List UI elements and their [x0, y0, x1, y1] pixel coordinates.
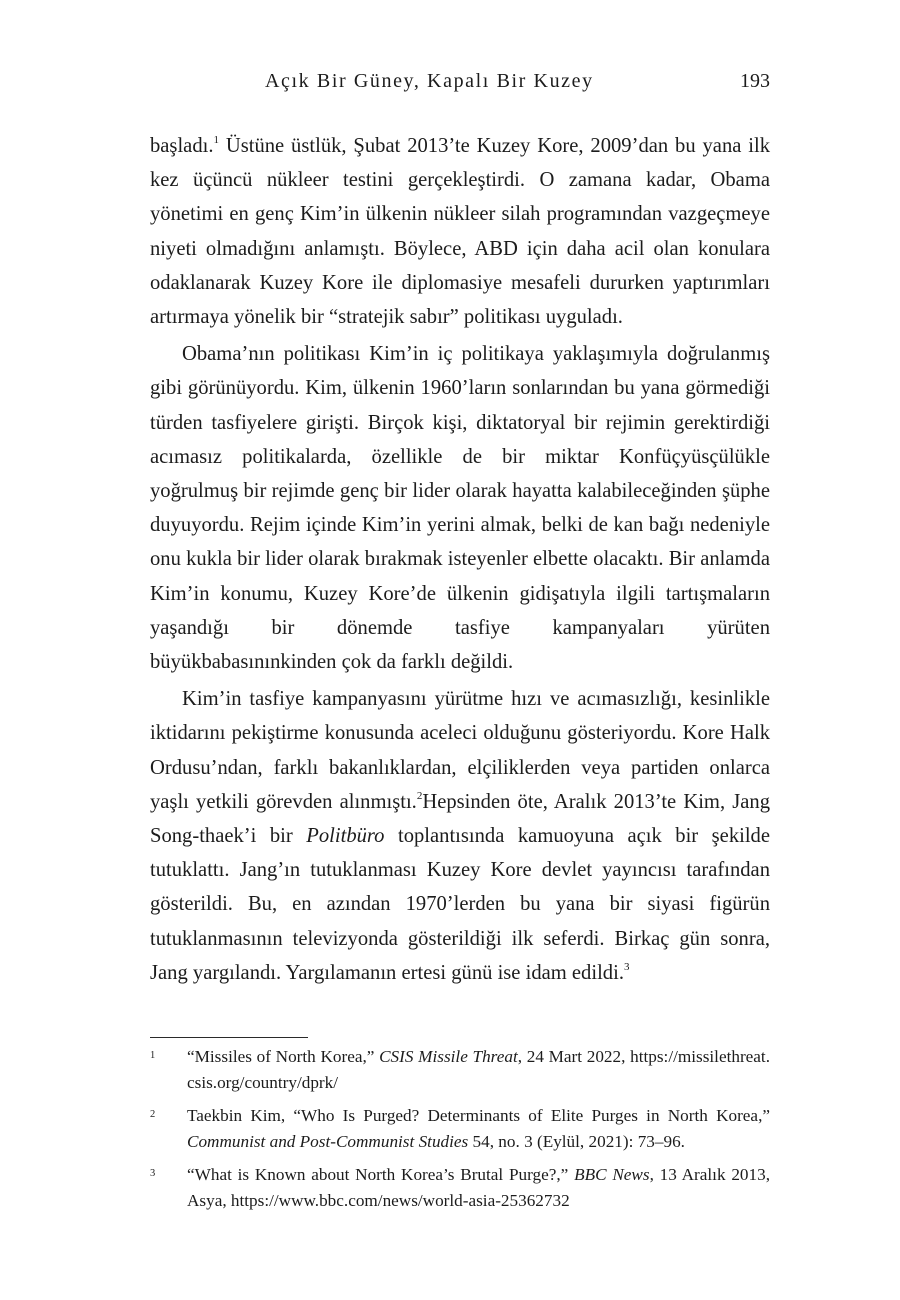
footnote-text-a: Taekbin Kim, “Who Is Purged? Determinants of Elite Purges in North Korea,”	[187, 1106, 770, 1125]
paragraph-2: Obama’nın politikası Kim’in iç politikaya yaklaşımıyla doğrulanmış gibi görünüyordu. Kim, ülkenin 1960’ların sonlarından bu yana görmediği türden tasfiyelere girişti. Birçok kişi, diktatoryal bir rejimin gerektirdiği acımasız politikalarda, özellikle de bir miktar Konfüçyüsçülükle yoğrulmuş bir rejimde genç bir lider olarak hayatta kalabileceğinden şüphe duyuyordu. Rejim içinde Kim’in yerini almak, belki de kan bağı nedeniyle onu kukla bir lider olarak bırakmak isteyenler elbette olacaktı. Bir anlamda Kim’in konumu, Kuzey Kore’de ülkenin gidişatıyla ilgili tartışmaların yaşandığı bir dönemde tasfiye kampanyaları yürüten büyükbabasınınkinden çok da farklı değildi.	[150, 343, 770, 674]
paragraph-3	[150, 682, 770, 990]
footnote-ref-2: 2	[416, 789, 423, 802]
running-title: Açık Bir Güney, Kapalı Bir Kuzey	[265, 70, 594, 92]
footnote-ref-1: 1	[213, 134, 219, 146]
footnote-number: 3	[150, 1168, 156, 1179]
paragraph-3-text-b: Hepsinden öte, Aralık 2013’te Kim, Jang Song-thaek’i bir	[150, 790, 770, 848]
footnote-text-a: “Missiles of North Korea,”	[187, 1047, 380, 1066]
footnote-2	[150, 1103, 770, 1155]
footnote-number: 2	[150, 1109, 156, 1120]
footnote-text	[187, 1162, 770, 1214]
footnote-text-b: , 13 Aralık 2013, Asya, https://www.bbc.com/news/world-asia-25362732	[187, 1165, 770, 1210]
paragraph-3-text-c: toplantısında kamuoyuna açık bir şekilde tutuklattı. Jang’ın tutuklanması Kuzey Kore devlet yayıncısı tarafından gösterildi. Bu, en azından 1970’lerden bu yana bir siyasi figürün tutuklanmasının televizyonda gösterildiği ilk seferdi. Birkaç gün sonra, Jang yargılandı. Yargılamanın ertesi günü ise idam edildi.	[150, 825, 770, 984]
footnote-source-title: Communist and Post-Communist Studies	[187, 1132, 469, 1151]
body-text	[150, 129, 770, 990]
footnote-number: 1	[150, 1050, 156, 1061]
footnote-text-a: “What is Known about North Korea’s Brutal Purge?,”	[187, 1165, 575, 1184]
paragraph-3-italic: Politbüro	[306, 825, 385, 848]
paragraph-1	[150, 129, 770, 334]
paragraph-3-text-a: Kim’in tasfiye kampanyasını yürütme hızı ve acımasızlığı, kesinlikle iktidarını pekiştirme konusunda aceleci olduğunu gösteriyordu. Kore Halk Ordusu’ndan, farklı bakanlıklardan, elçiliklerden veya partiden onlarca yaşlı yetkili görevden alınmıştı.	[150, 688, 770, 813]
footnote-text	[187, 1044, 770, 1096]
footnote-divider	[150, 1037, 308, 1038]
footnote-1	[150, 1044, 770, 1096]
footnote-source-title: BBC News	[574, 1165, 650, 1184]
footnote-3	[150, 1162, 770, 1214]
footnote-text-b: 54, no. 3 (Eylül, 2021): 73–96.	[468, 1132, 685, 1151]
paragraph-1-text-a: başladı.	[150, 135, 214, 157]
running-header	[150, 70, 770, 100]
footnote-text	[187, 1103, 770, 1155]
footnotes	[150, 1044, 770, 1221]
footnote-source-title: CSIS Missile Threat	[379, 1047, 518, 1066]
page-number: 193	[740, 70, 770, 92]
footnote-ref-3: 3	[623, 960, 630, 973]
footnote-text-b: , 24 Mart 2022, https://missilethreat. csis.org/country/dprk/	[187, 1047, 770, 1092]
paragraph-1-text-b: Üstüne üstlük, Şubat 2013’te Kuzey Kore, 2009’dan bu yana ilk kez üçüncü nükleer testini gerçekleştirdi. O zamana kadar, Obama yönetimi en genç Kim’in ülkenin nükleer silah programından vazgeçmeye niyeti olmadığını anlamıştı. Böylece, ABD için daha acil olan konulara odaklanarak Kuzey Kore ile diplomasiye mesafeli dururken yaptırımları artırmaya yönelik bir “stratejik sabır” politikası uyguladı.	[150, 135, 770, 329]
